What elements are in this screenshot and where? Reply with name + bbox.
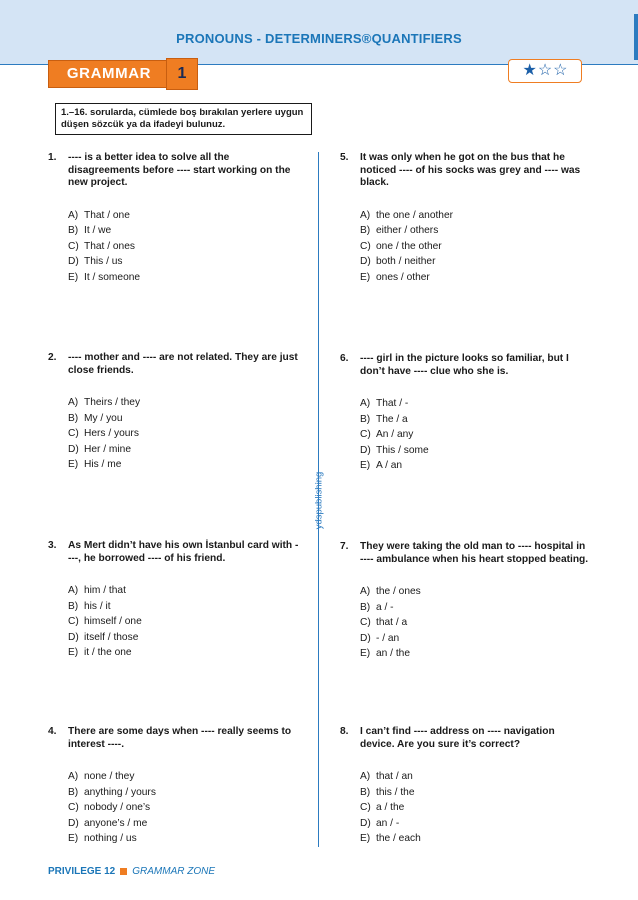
answer-option: [360, 458, 590, 474]
option-letter: B): [360, 413, 371, 425]
answer-option: [68, 208, 300, 224]
option-letter: B): [68, 600, 79, 612]
option-text: a / -: [376, 601, 394, 613]
option-text: A / an: [376, 460, 403, 471]
question-5: [340, 152, 590, 285]
option-text: the one / another: [376, 209, 454, 221]
star-empty-icon: ☆: [537, 62, 553, 79]
option-text: ones / other: [376, 271, 430, 283]
option-text: The / a: [376, 413, 408, 425]
answer-option: [360, 769, 590, 785]
option-text: That / ones: [84, 240, 135, 252]
option-letter: B): [360, 225, 371, 236]
answer-option: [68, 614, 300, 630]
question-text: ---- mother and ---- are not related. They are just close friends.: [68, 352, 298, 376]
option-text: an / the: [376, 648, 410, 659]
section-badge-number: 1: [166, 58, 198, 90]
question-1: [48, 152, 300, 285]
option-letter: D): [360, 256, 371, 267]
answer-option: [68, 270, 300, 286]
answer-option: [68, 254, 300, 270]
option-letter: A): [68, 585, 79, 596]
option-text: the / each: [376, 833, 421, 844]
option-letter: B): [68, 786, 79, 798]
answer-option: [360, 396, 590, 412]
option-letter: E): [360, 271, 371, 283]
answer-option: [360, 600, 590, 616]
answer-option: [360, 270, 590, 286]
answer-option: [68, 630, 300, 646]
answer-options: [48, 583, 300, 661]
option-text: it / the one: [84, 647, 132, 658]
answer-option: [360, 816, 590, 832]
option-letter: B): [360, 601, 371, 613]
question-text: ---- is a better idea to solve all the disagreements before ---- start working on the new project.: [68, 152, 291, 188]
star-filled-icon: ★: [522, 62, 537, 79]
answer-option: [68, 599, 300, 615]
question-text: There are some days when ---- really seems to interest ----.: [68, 726, 292, 750]
option-letter: A): [360, 398, 371, 409]
option-letter: C): [68, 240, 79, 252]
option-text: an / -: [376, 817, 400, 829]
page-title: PRONOUNS - DETERMINERS®QUANTIFIERS: [176, 31, 462, 46]
option-letter: E): [68, 459, 79, 470]
answer-option: [68, 442, 300, 458]
option-letter: B): [68, 412, 79, 424]
answer-option: [68, 769, 300, 785]
answer-options: [48, 395, 300, 473]
option-letter: C): [360, 617, 371, 628]
footer-section-label: GRAMMAR ZONE: [132, 866, 216, 877]
option-text: This / some: [376, 444, 429, 456]
question-number: 5.: [340, 152, 349, 163]
option-letter: D): [68, 256, 79, 267]
answer-options: [340, 396, 590, 474]
option-letter: E): [68, 271, 79, 283]
question-number: 8.: [340, 726, 349, 737]
option-letter: C): [360, 240, 371, 252]
option-text: That / one: [84, 209, 130, 221]
question-number: 2.: [48, 352, 57, 363]
option-letter: C): [360, 429, 371, 440]
answer-option: [68, 239, 300, 255]
option-text: My / you: [84, 412, 123, 424]
option-text: This / us: [84, 256, 123, 267]
page-footer: [48, 866, 215, 877]
option-text: his / it: [84, 600, 111, 612]
question-2: [48, 352, 300, 473]
option-letter: D): [360, 632, 371, 644]
footer-page-label: PRIVILEGE 12: [48, 866, 116, 877]
option-text: this / the: [376, 786, 415, 798]
option-letter: E): [360, 833, 371, 844]
answer-option: [68, 411, 300, 427]
option-text: It / we: [84, 225, 112, 236]
option-text: An / any: [376, 429, 414, 440]
question-number: 6.: [340, 353, 349, 364]
answer-option: [360, 615, 590, 631]
option-text: nothing / us: [84, 833, 137, 844]
difficulty-rating: [508, 59, 582, 83]
star-empty-icon: ☆: [553, 62, 568, 79]
option-text: Her / mine: [84, 443, 131, 455]
footer-square-icon: [120, 868, 127, 875]
section-badge: [48, 58, 200, 89]
option-letter: D): [68, 443, 79, 455]
answer-option: [360, 631, 590, 647]
option-text: - / an: [376, 632, 400, 644]
question-text: They were taking the old man to ---- hospital in ---- ambulance when his heart stopped beating.: [360, 541, 589, 565]
option-text: His / me: [84, 459, 122, 470]
option-text: that / an: [376, 771, 413, 782]
question-text: I can’t find ---- address on ---- navigation device. Are you sure it’s correct?: [360, 726, 555, 750]
option-text: nobody / one’s: [84, 802, 151, 813]
answer-option: [360, 785, 590, 801]
section-badge-label: GRAMMAR: [48, 60, 170, 88]
instructions-box: 1.–16. sorularda, cümlede boş bırakılan yerlere uygun düşen sözcük ya da ifadeyi bulunuz.: [55, 103, 312, 135]
option-letter: D): [360, 817, 371, 829]
option-letter: E): [360, 460, 371, 471]
option-text: Theirs / they: [84, 397, 141, 408]
option-letter: C): [68, 616, 79, 627]
answer-option: [68, 785, 300, 801]
option-letter: A): [68, 771, 79, 782]
option-letter: C): [360, 802, 371, 813]
answer-options: [340, 208, 590, 286]
answer-option: [68, 457, 300, 473]
option-text: That / -: [376, 398, 409, 409]
option-text: anything / yours: [84, 786, 156, 798]
option-letter: A): [68, 209, 79, 221]
option-letter: D): [68, 631, 79, 643]
option-letter: D): [360, 444, 371, 456]
option-text: that / a: [376, 617, 408, 628]
question-text: It was only when he got on the bus that he noticed ---- of his socks was grey and ---- was black.: [360, 152, 581, 188]
question-3: [48, 540, 300, 661]
option-text: the / ones: [376, 586, 421, 597]
option-letter: A): [360, 771, 371, 782]
answer-option: [68, 223, 300, 239]
question-number: 3.: [48, 540, 57, 551]
option-letter: E): [360, 648, 371, 659]
answer-option: [360, 208, 590, 224]
question-text: As Mert didn’t have his own İstanbul card with ----, he borrowed ---- of his friend.: [68, 540, 299, 564]
answer-option: [68, 583, 300, 599]
option-letter: A): [68, 397, 79, 408]
option-letter: C): [68, 428, 79, 439]
option-letter: C): [68, 802, 79, 813]
option-text: one / the other: [376, 240, 442, 252]
answer-option: [360, 223, 590, 239]
option-letter: E): [68, 647, 79, 658]
option-text: a / the: [376, 802, 405, 813]
answer-options: [48, 208, 300, 286]
answer-option: [68, 395, 300, 411]
answer-option: [68, 831, 300, 847]
answer-option: [360, 254, 590, 270]
answer-options: [340, 584, 590, 662]
option-letter: E): [68, 833, 79, 844]
answer-option: [68, 816, 300, 832]
answer-option: [360, 427, 590, 443]
answer-option: [68, 645, 300, 661]
option-text: none / they: [84, 771, 135, 782]
answer-option: [360, 239, 590, 255]
answer-option: [360, 646, 590, 662]
option-letter: A): [360, 586, 371, 597]
option-letter: A): [360, 209, 371, 221]
answer-option: [68, 800, 300, 816]
question-number: 7.: [340, 541, 349, 552]
answer-options: [340, 769, 590, 847]
question-4: [48, 726, 300, 847]
option-text: either / others: [376, 225, 439, 236]
option-text: both / neither: [376, 256, 436, 267]
question-number: 1.: [48, 152, 57, 163]
answer-option: [360, 584, 590, 600]
option-letter: D): [68, 817, 79, 829]
answer-option: [68, 426, 300, 442]
option-text: Hers / yours: [84, 428, 139, 439]
option-text: It / someone: [84, 271, 141, 283]
question-7: [340, 541, 590, 662]
question-6: [340, 353, 590, 474]
question-number: 4.: [48, 726, 57, 737]
answer-option: [360, 412, 590, 428]
option-letter: B): [68, 225, 79, 236]
option-text: him / that: [84, 585, 126, 596]
question-8: [340, 726, 590, 847]
option-text: itself / those: [84, 631, 139, 643]
answer-options: [48, 769, 300, 847]
option-text: himself / one: [84, 616, 142, 627]
option-text: anyone’s / me: [84, 817, 148, 829]
publisher-side-text: ydspublishing: [313, 471, 325, 530]
answer-option: [360, 831, 590, 847]
option-letter: B): [360, 786, 371, 798]
question-text: ---- girl in the picture looks so familiar, but I don’t have ---- clue who she is.: [360, 353, 569, 377]
answer-option: [360, 443, 590, 459]
answer-option: [360, 800, 590, 816]
